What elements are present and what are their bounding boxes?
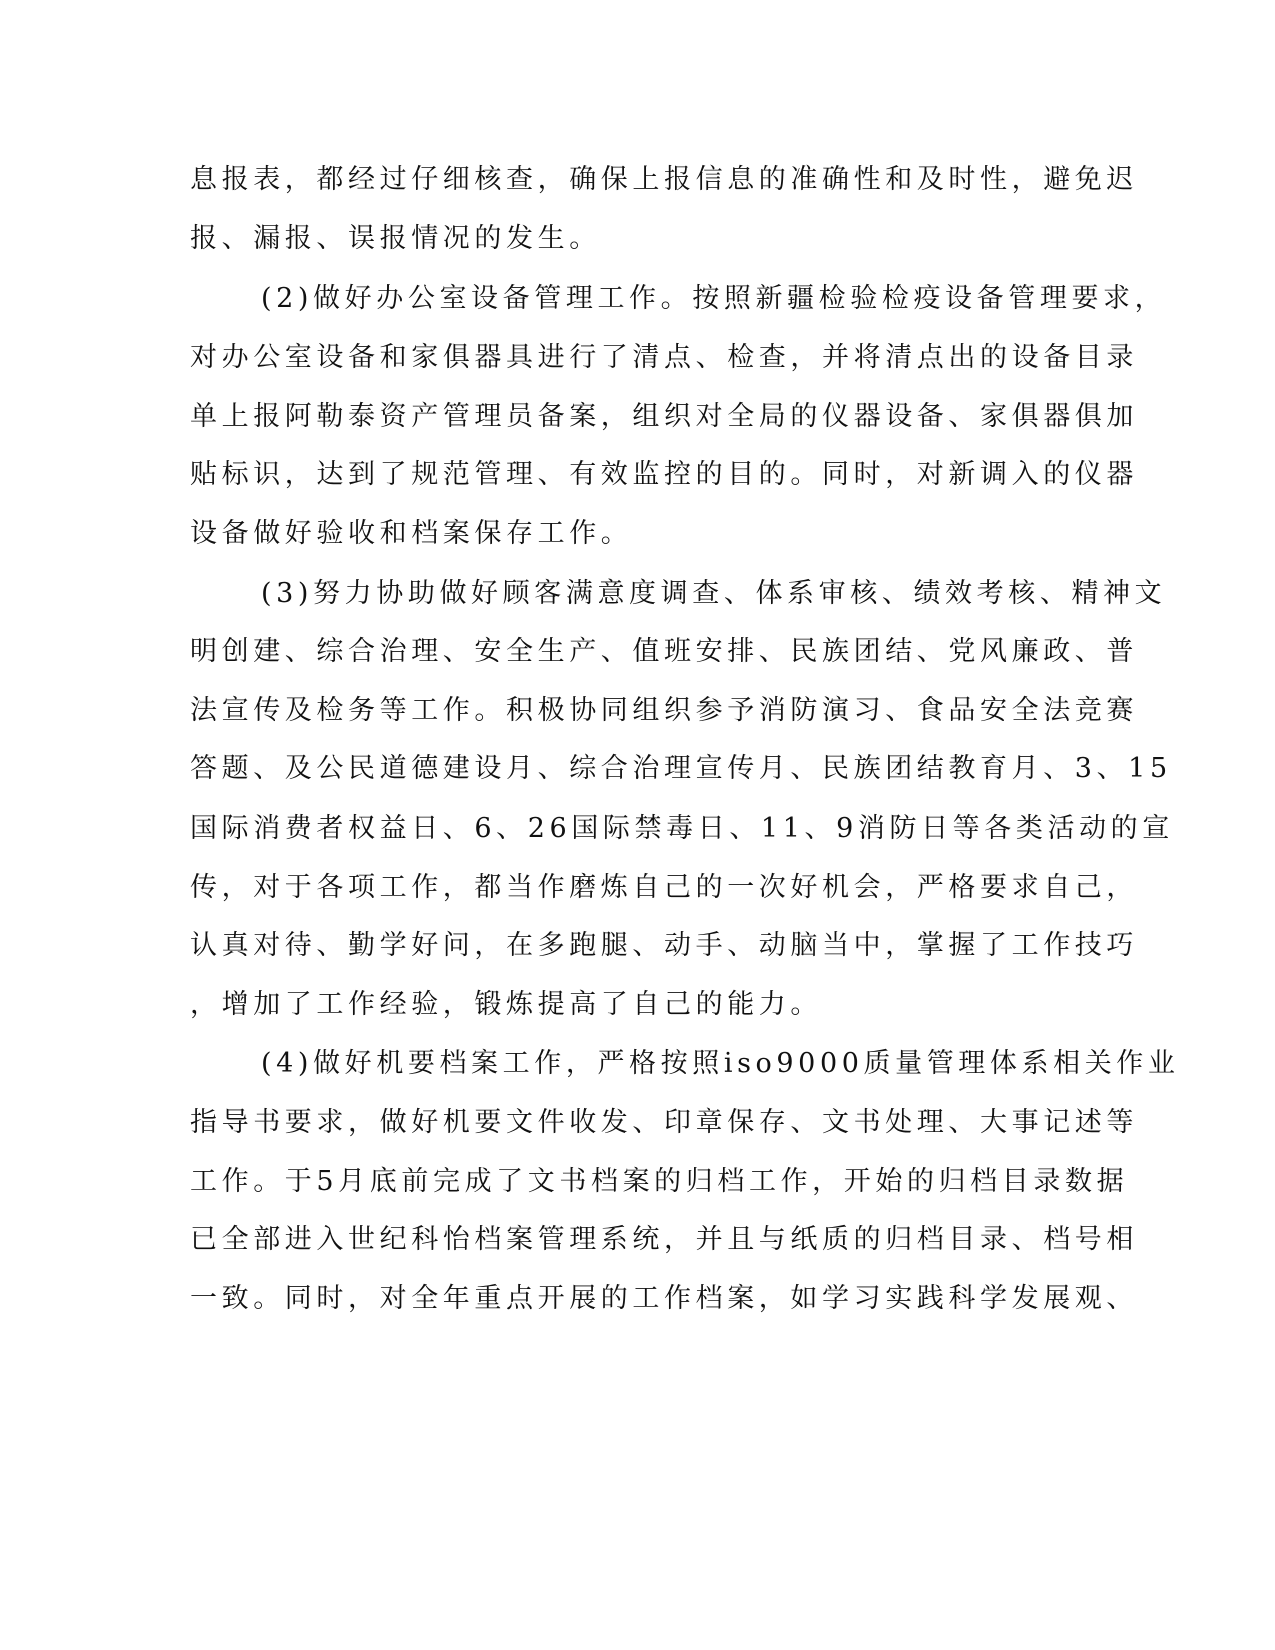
text-line: 报、漏报、误报情况的发生。 xyxy=(190,223,601,254)
text-line: 已全部进入世纪科怡档案管理系统，并且与纸质的归档目录、档号相 xyxy=(190,1224,1138,1255)
text-line: 工作。于5月底前完成了文书档案的归档工作，开始的归档目录数据 xyxy=(190,1166,1129,1197)
text-line: 答题、及公民道德建设月、综合治理宣传月、民族团结教育月、3、15 xyxy=(190,753,1172,784)
text-line: 单上报阿勒泰资产管理员备案，组织对全局的仪器设备、家俱器俱加 xyxy=(190,401,1138,432)
text-line: 一致。同时，对全年重点开展的工作档案，如学习实践科学发展观、 xyxy=(190,1283,1138,1314)
text-line: 贴标识，达到了规范管理、有效监控的目的。同时，对新调入的仪器 xyxy=(190,459,1138,490)
text-line: 认真对待、勤学好问，在多跑腿、动手、动脑当中，掌握了工作技巧 xyxy=(190,930,1138,961)
text-line: 法宣传及检务等工作。积极协同组织参予消防演习、食品安全法竞赛 xyxy=(190,695,1138,726)
text-line: 国际消费者权益日、6、26国际禁毒日、11、9消防日等各类活动的宣 xyxy=(190,813,1174,844)
paragraph-start-line: (2)做好办公室设备管理工作。按照新疆检验检疫设备管理要求， xyxy=(261,283,1167,314)
paragraph-start-line: (4)做好机要档案工作，严格按照iso9000质量管理体系相关作业 xyxy=(261,1048,1180,1079)
text-line: 传，对于各项工作，都当作磨炼自己的一次好机会，严格要求自己， xyxy=(190,872,1138,903)
text-line: 息报表，都经过仔细核查，确保上报信息的准确性和及时性，避免迟 xyxy=(190,164,1138,195)
text-line: 明创建、综合治理、安全生产、值班安排、民族团结、党风廉政、普 xyxy=(190,636,1138,667)
text-line: 指导书要求，做好机要文件收发、印章保存、文书处理、大事记述等 xyxy=(190,1107,1138,1138)
text-line: 设备做好验收和档案保存工作。 xyxy=(190,518,633,549)
text-line: ，增加了工作经验，锻炼提高了自己的能力。 xyxy=(190,989,822,1020)
text-line: 对办公室设备和家俱器具进行了清点、检查，并将清点出的设备目录 xyxy=(190,342,1138,373)
paragraph-start-line: (3)努力协助做好顾客满意度调查、体系审核、绩效考核、精神文 xyxy=(261,578,1167,609)
